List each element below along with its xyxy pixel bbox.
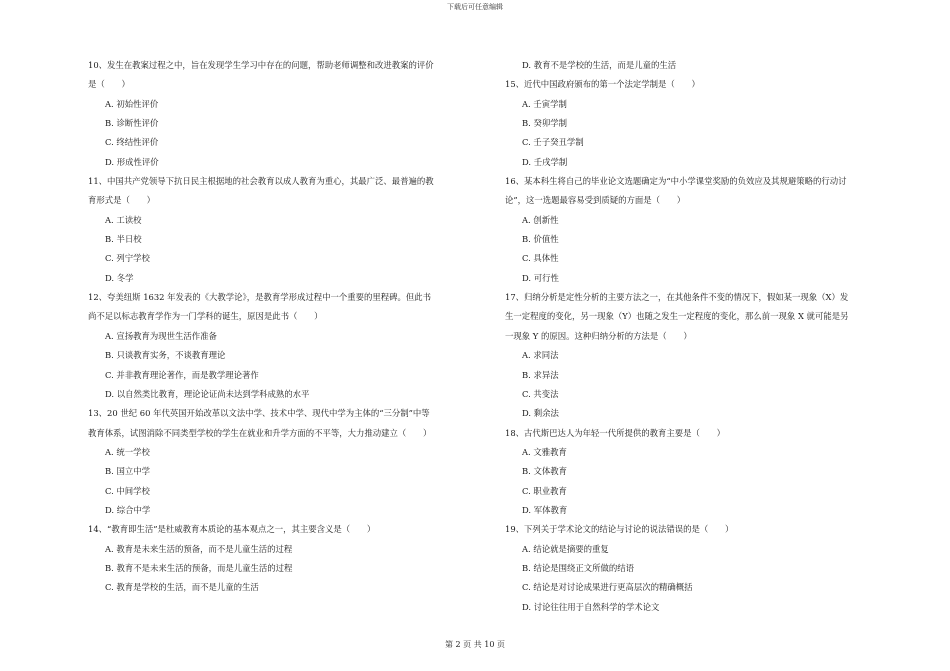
question-stem: 10、发生在教案过程之中，旨在发现学生学习中存在的问题，帮助老师调整和改进教案的评价 xyxy=(88,60,434,70)
right-column xyxy=(505,56,901,617)
answer-option: C. 列宁学校 xyxy=(105,253,150,264)
answer-option: B. 求异法 xyxy=(522,369,559,380)
answer-option: D. 形成性评价 xyxy=(105,156,159,167)
answer-option: A. 文雅教育 xyxy=(522,446,567,457)
answer-option: A. 创新性 xyxy=(522,214,559,225)
answer-option: C. 终结性评价 xyxy=(105,137,159,148)
question-block xyxy=(505,288,901,423)
answer-option: B. 半日校 xyxy=(105,234,142,245)
question-block xyxy=(505,424,901,521)
question-block xyxy=(505,520,901,617)
answer-option: B. 价值性 xyxy=(522,234,559,245)
question-stem: 13、20 世纪 60 年代英国开始改革以文法中学、技术中学、现代中学为主体的“三分制”中等 xyxy=(88,408,430,419)
question-block xyxy=(88,172,486,288)
page-header: 下载后可任意编辑 xyxy=(447,3,503,11)
answer-option: A. 结论就是摘要的重复 xyxy=(522,543,609,554)
answer-option: B. 文体教育 xyxy=(522,466,567,477)
answer-option: A. 教育是未来生活的预备，而不是儿童生活的过程 xyxy=(105,543,293,554)
page-number: 第 2 页 共 10 页 xyxy=(445,640,505,649)
question-stem: 生一定程度的变化，另一现象（Y）也随之发生一定程度的变化，那么前一现象 X 就可能是另 xyxy=(505,311,849,322)
answer-option: B. 结论是围绕正文所做的结语 xyxy=(522,562,634,573)
answer-option: C. 职业教育 xyxy=(522,485,567,496)
question-stem: 16、某本科生将自己的毕业论文选题确定为“中小学课堂奖励的负效应及其规避策略的行动讨 xyxy=(505,176,847,187)
answer-option: B. 教育不是未来生活的预备，而是儿童生活的过程 xyxy=(105,562,293,573)
question-block xyxy=(88,56,486,172)
answer-option: B. 只谈教育实务，不谈教育理论 xyxy=(105,350,226,361)
answer-option: D. 讨论往往用于自然科学的学术论文 xyxy=(522,601,660,612)
answer-option: C. 教育是学校的生活，而不是儿童的生活 xyxy=(105,582,259,593)
answer-option: C. 并非教育理论著作，而是教学理论著作 xyxy=(105,369,259,380)
answer-option: A. 求同法 xyxy=(522,350,559,361)
question-stem: 19、下列关于学术论文的结论与讨论的说法错误的是（ ） xyxy=(505,524,734,535)
question-stem: 18、古代斯巴达人为年轻一代所提供的教育主要是（ ） xyxy=(505,427,726,438)
answer-option: B. 癸卯学制 xyxy=(522,118,567,129)
answer-option: A. 初始性评价 xyxy=(105,98,159,109)
question-stem: 15、近代中国政府颁布的第一个法定学制是（ ） xyxy=(505,79,700,90)
question-block xyxy=(505,75,901,172)
question-block xyxy=(88,404,486,520)
question-stem: 论”，这一选题最容易受到质疑的方面是（ ） xyxy=(505,195,686,206)
left-column xyxy=(88,56,486,598)
question-stem: 14、“教育即生活”是杜威教育本质论的基本观点之一，其主要含义是（ ） xyxy=(88,524,376,535)
question-stem: 一现象 Y 的原因。这种归纳分析的方法是（ ） xyxy=(505,330,692,341)
answer-option: D. 冬学 xyxy=(105,272,134,283)
question-stem: 是（ ） xyxy=(88,79,130,90)
question-stem: 育形式是（ ） xyxy=(88,195,155,206)
question-stem: 11、中国共产党领导下抗日民主根据地的社会教育以成人教育为重心，其最广泛、最普遍的教 xyxy=(88,176,434,187)
answer-option: D. 可行性 xyxy=(522,272,559,283)
answer-option: A. 工读校 xyxy=(105,214,142,225)
answer-option: B. 诊断性评价 xyxy=(105,118,159,129)
answer-option: D. 以自然类比教育，理论论证尚未达到学科成熟的水平 xyxy=(105,388,310,399)
answer-option: D. 军体教育 xyxy=(522,504,568,515)
question-stem: 尚不足以标志教育学作为一门学科的诞生，原因是此书（ ） xyxy=(88,311,323,322)
answer-option: B. 国立中学 xyxy=(105,466,150,477)
answer-option: A. 宣扬教育为现世生活作准备 xyxy=(105,330,217,341)
answer-option: D. 壬戌学制 xyxy=(522,156,568,167)
question-stem: 教育体系，试图消除不同类型学校的学生在就业和升学方面的不平等，大力推动建立（ ） xyxy=(88,427,432,438)
question-stem: 12、夸美纽斯 1632 年发表的《大教学论》，是教育学形成过程中一个重要的里程碑。但此书 xyxy=(88,292,431,303)
answer-option: C. 具体性 xyxy=(522,253,559,264)
question-stem: 17、归纳分析是定性分析的主要方法之一，在其他条件不变的情况下，假如某一现象（X）发 xyxy=(505,292,849,303)
answer-option: C. 结论是对讨论成果进行更高层次的精确概括 xyxy=(522,582,693,593)
question-block xyxy=(88,520,486,597)
question-block xyxy=(505,56,901,75)
answer-option: C. 共变法 xyxy=(522,388,559,399)
answer-option: D. 剩余法 xyxy=(522,408,559,419)
answer-option: D. 综合中学 xyxy=(105,504,151,515)
answer-option: C. 壬子癸丑学制 xyxy=(522,137,584,148)
question-block xyxy=(505,172,901,288)
answer-option: A. 壬寅学制 xyxy=(522,98,567,109)
answer-option: D. 教育不是学校的生活，而是儿童的生活 xyxy=(522,60,677,70)
question-block xyxy=(88,288,486,404)
answer-option: A. 统一学校 xyxy=(105,446,150,457)
answer-option: C. 中间学校 xyxy=(105,485,150,496)
